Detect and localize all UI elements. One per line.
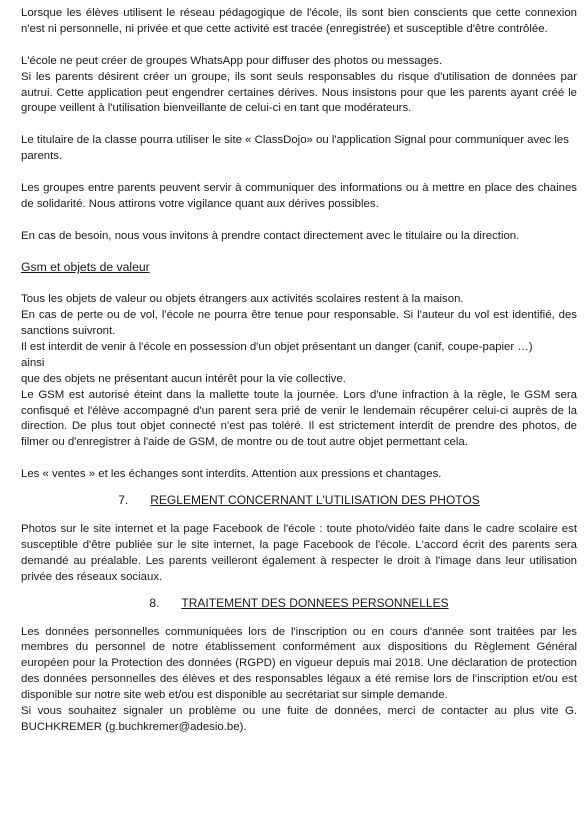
section-8-heading (21, 596, 577, 612)
whatsapp-paragraph-2: Si les parents désirent créer un groupe, ils sont seuls responsables du risque d'utilisation de données par autrui. Cette application peut engendrer certaines dérives. Nous insistons pour que les parents ayant créé le groupe veillent à l'utilisation bienveillante de celui-ci en tant que modérateurs. (21, 70, 577, 115)
section-7-heading (21, 493, 577, 509)
gsm-paragraph-1: Tous les objets de valeur ou objets étrangers aux activités scolaires restent à la maison. (21, 293, 464, 306)
section-7-title: REGLEMENT CONCERNANT L'UTILISATION DES PHOTOS (150, 493, 480, 508)
network-paragraph: Lorsque les élèves utilisent le réseau pédagogique de l'école, ils sont bien conscients que cette connexion n'est ni personnelle, ni privée et que cette activité est tracée (enregistrée) et susceptible d'être contrôlée. (21, 7, 577, 35)
whatsapp-paragraph-1: L'école ne peut créer de groupes WhatsApp pour diffuser des photos ou messages. (21, 54, 443, 67)
parent-groups-paragraph: Les groupes entre parents peuvent servir à communiquer des informations ou à mettre en place des chaines de solidarité. Nous attirons votre vigilance quant aux dérives possibles. (21, 181, 577, 210)
gsm-heading: Gsm et objets de valeur (21, 260, 150, 275)
section-8-number: 8. (149, 595, 160, 610)
gsm-paragraph-2: En cas de perte ou de vol, l'école ne pourra être tenue pour responsable. Si l'auteur du vol est identifié, des sanctions suivront. (21, 309, 577, 338)
section-8-title: TRAITEMENT DES DONNEES PERSONNELLES (181, 595, 449, 610)
problem-paragraph: Si vous souhaitez signaler un problème ou une fuite de données, merci de contacter au plus vite G. BUCHKREMER (g.buchkremer@adesio.be). (21, 705, 577, 733)
gsm-paragraph-4: ainsi (21, 356, 45, 369)
gsm-paragraph-6: Le GSM est autorisé éteint dans la mallette toute la journée. Lors d'une infraction à la règle, le GSM sera confisqué et l'élève accompagné d'un parent sera prié de venir le lendemain récupérer celui-ci auprès de la direction. De plus tout objet connecté n'est pas toléré. Il est strictement interdit de prendre des photos, de filmer ou d'enregistrer à l'aide de GSM, de montre ou de tout autre objet permettant cela. (21, 388, 577, 449)
gsm-paragraph-5: que des objets ne présentant aucun intérêt pour la vie collective. (21, 372, 346, 385)
contact-paragraph: En cas de besoin, nous vous invitons à prendre contact directement avec le titulaire ou la direction. (21, 229, 520, 242)
rgpd-paragraph: Les données personnelles communiquées lors de l'inscription ou en cours d'année sont traitées par les membres du personnel de notre établissement conformément aux dispositions du Règlement Général européen pour la Protection des données (RGPD) en vigueur depuis mai 2018. Une déclaration de protection des données personnelles des élèves et des responsables légaux a été remise lors de l'inscription et/ou est disponible sur notre site web et/ou est disponible au secrétariat sur simple demande. (21, 625, 577, 702)
photos-paragraph: Photos sur le site internet et la page Facebook de l'école : toute photo/vidéo faite dans le cadre scolaire est susceptible d'être publiée sur le site internet, la page Facebook de l'école. L'accord écrit des parents sera demandé au préalable. Les parents veilleront également à respecter le droit à l'image dans leur utilisation privée des réseaux sociaux. (21, 522, 577, 583)
section-7-number: 7. (118, 493, 129, 508)
classdojo-paragraph: Le titulaire de la classe pourra utiliser le site « ClassDojo» ou l'application Signal pour communiquer avec les parents. (21, 134, 569, 163)
gsm-paragraph-3: Il est interdit de venir à l'école en possession d'un objet présentant un danger (canif, coupe-papier …) (21, 340, 533, 353)
ventes-paragraph: Les « ventes » et les échanges sont interdits. Attention aux pressions et chantages. (21, 468, 442, 481)
